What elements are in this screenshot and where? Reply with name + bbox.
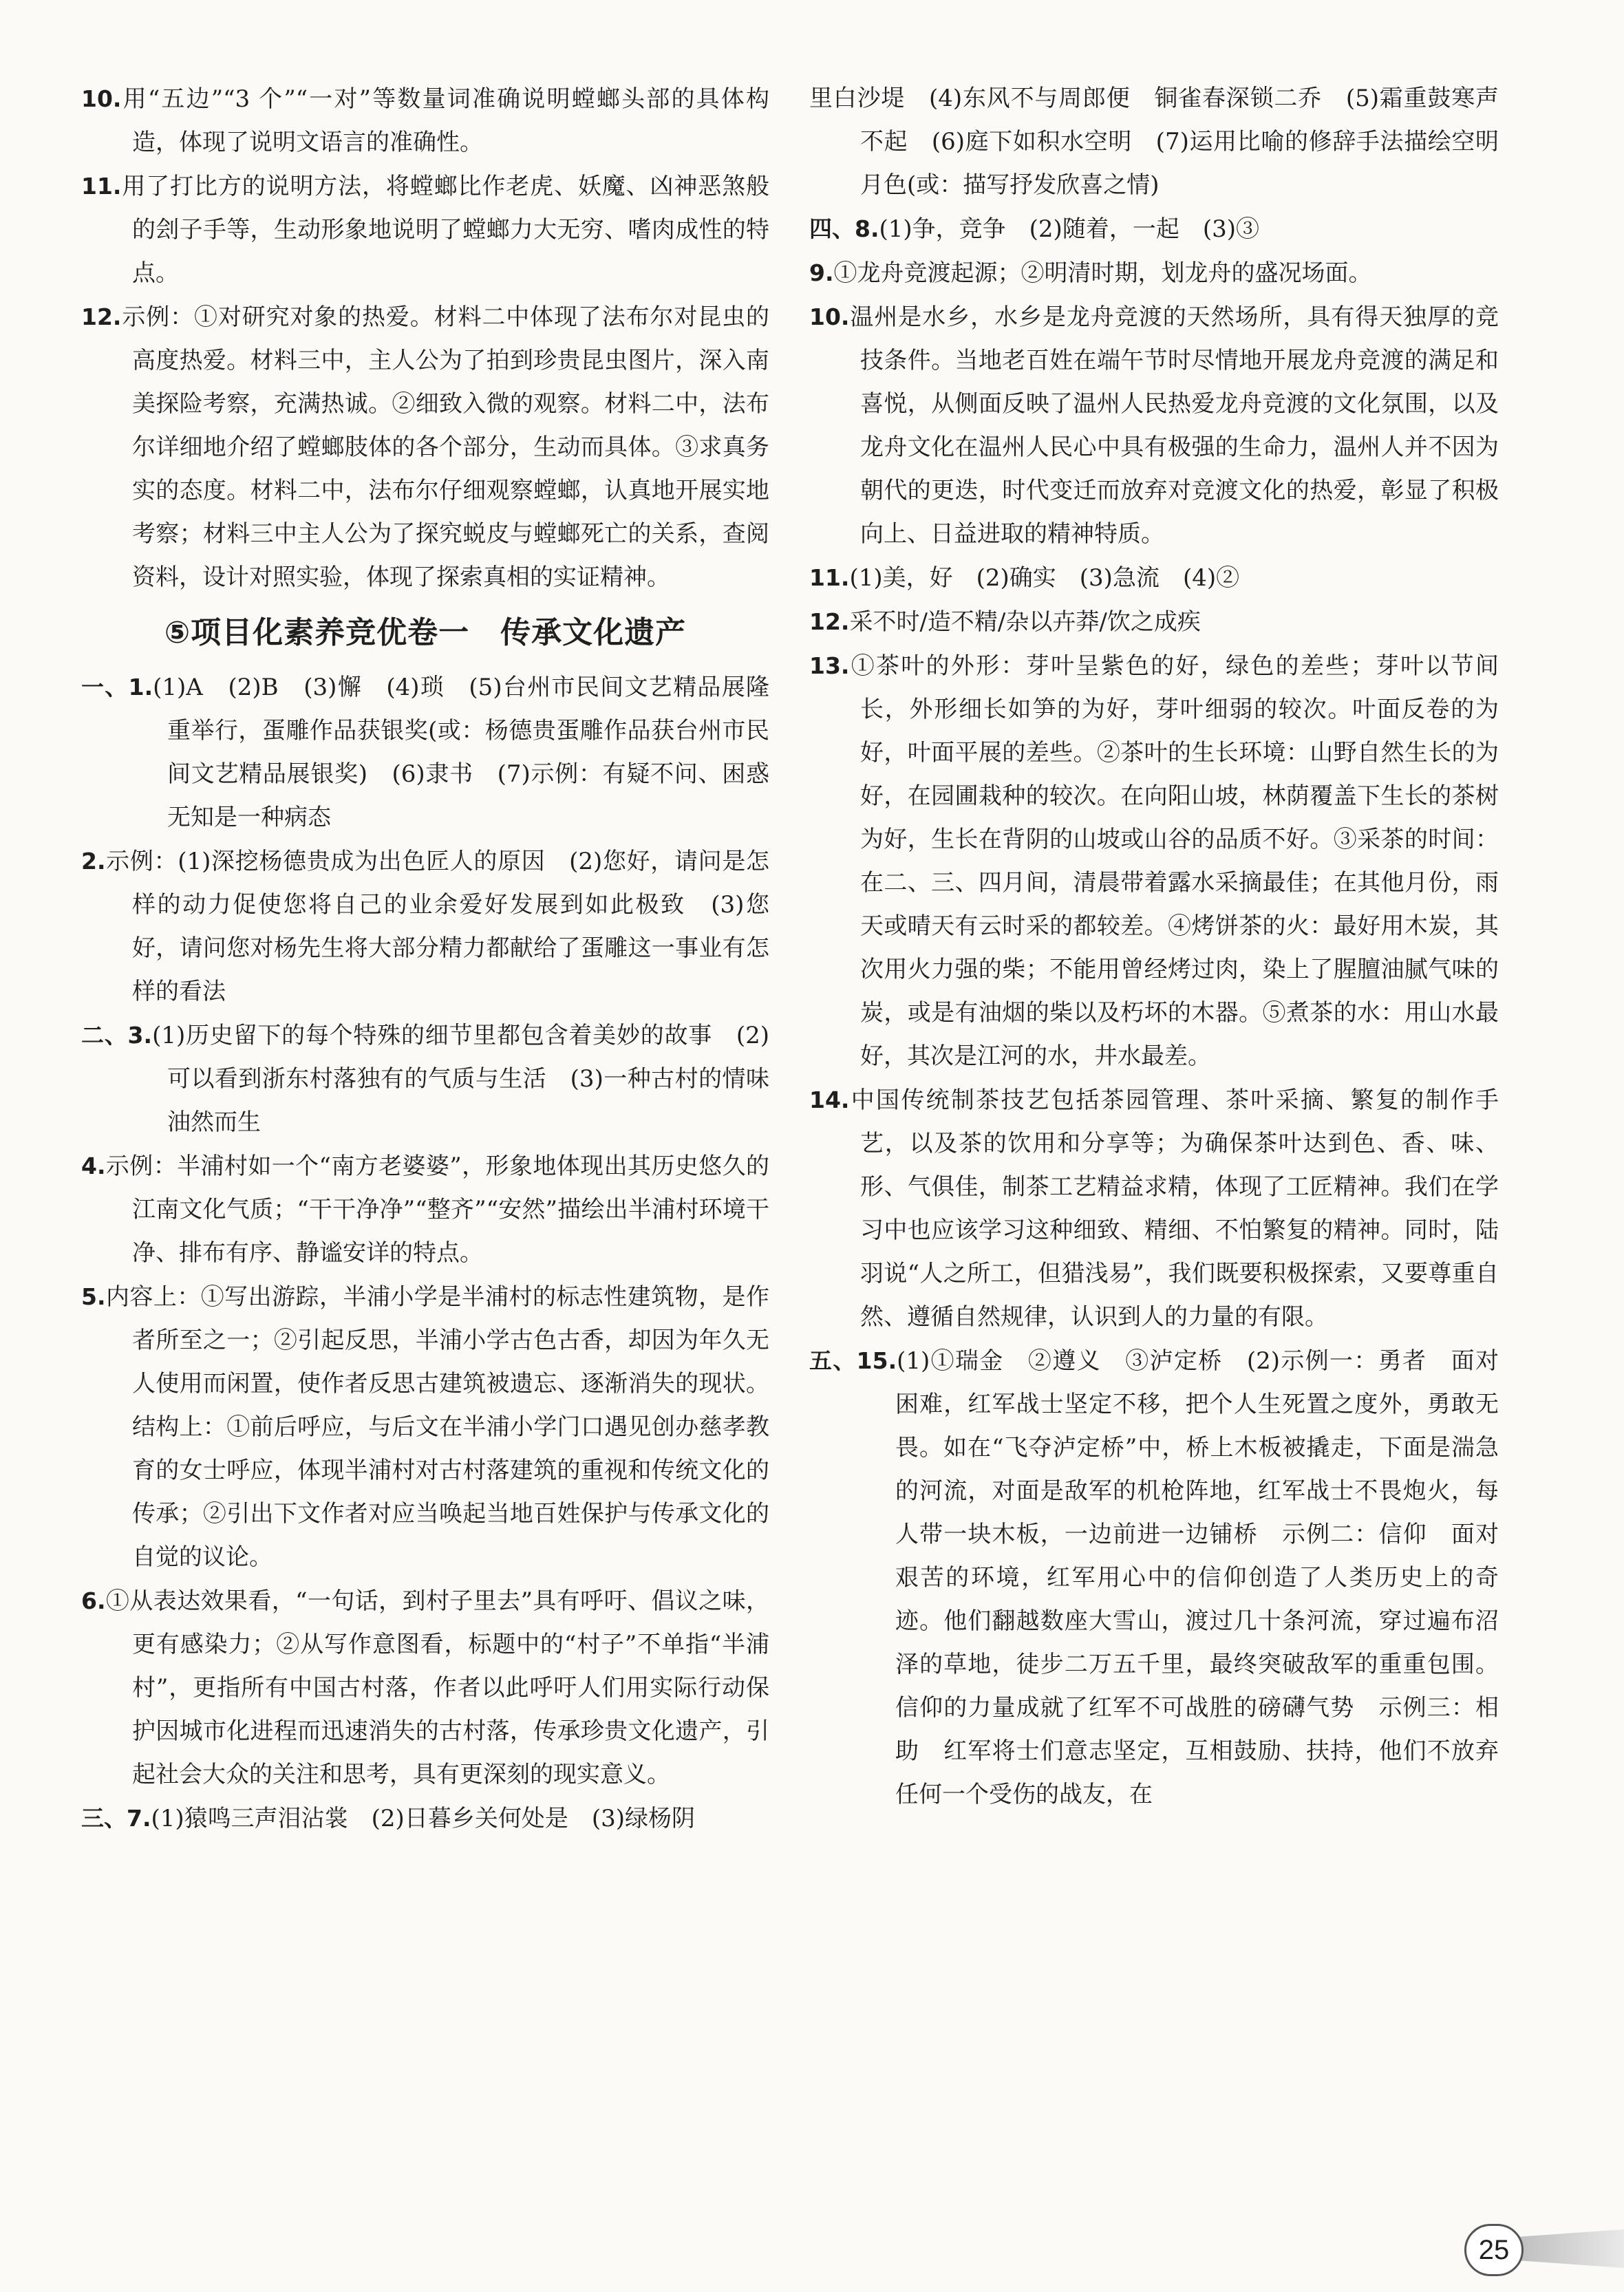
answer-2-5: 5.内容上：①写出游踪，半浦小学是半浦村的标志性建筑物，是作者所至之一；②引起反思，半浦小学古色古香，却因为年久无人使用而闲置，使作者反思古建筑被遗忘、逐渐消失的现状。结构上：①前后呼应，与后文在半浦小学门口遇见创办慈孝教育的女士呼应，体现半浦村对古村落建筑的重视和传统文化的传承；②引出下文作者对应当唤起当地百姓保护与传承文化的自觉的议论。 bbox=[81, 1283, 769, 1571]
answer-4-11: 11.(1)美，好 (2)确实 (3)急流 (4)② bbox=[809, 564, 1240, 592]
answer-3-7: 三、7.(1)猿鸣三声泪沾裳 (2)日暮乡关何处是 (3)绿杨阴 bbox=[81, 1805, 695, 1832]
right-column bbox=[809, 77, 1499, 1817]
answer-2-3: 二、3.(1)历史留下的每个特殊的细节里都包含着美妙的故事 (2)可以看到浙东村落独有的气质与生活 (3)一种古村的情味油然而生 bbox=[81, 1022, 770, 1136]
left-column bbox=[81, 77, 769, 1841]
answer-2-6: 6.①从表达效果看，“一句话，到村子里去”具有呼吁、倡议之味，更有感染力；②从写作意图看，标题中的“村子”不单指“半浦村”，更指所有中国古村落，作者以此呼吁人们用实际行动保护因城市化进程而迅速消失的古村落，传承珍贵文化遗产，引起社会大众的关注和思考，具有更深刻的现实意义。 bbox=[81, 1587, 769, 1788]
answer-10: 10.用“五边”“3 个”“一对”等数量词准确说明螳螂头部的具体构造，体现了说明文语言的准确性。 bbox=[81, 85, 769, 156]
answer-4-9: 9.①龙舟竞渡起源；②明清时期，划龙舟的盛况场面。 bbox=[809, 259, 1372, 287]
section-heading: ⑤项目化素养竞优卷一 传承文化遗产 bbox=[164, 615, 687, 650]
answer-12: 12.示例：①对研究对象的热爱。材料二中体现了法布尔对昆虫的高度热爱。材料三中，主人公为了拍到珍贵昆虫图片，深入南美探险考察，充满热诚。②细致入微的观察。材料二中，法布尔详细地介绍了螳螂肢体的各个部分，生动而具体。③求真务实的态度。材料二中，法布尔仔细观察螳螂，认真地开展实地考察；材料三中主人公为了探究蜕皮与螳螂死亡的关系，查阅资料，设计对照实验，体现了探索真相的实证精神。 bbox=[81, 303, 769, 591]
answer-4-12: 12.采不时/造不精/杂以卉莽/饮之成疾 bbox=[809, 608, 1201, 636]
answer-11: 11.用了打比方的说明方法，将螳螂比作老虎、妖魔、凶神恶煞般的刽子手等，生动形象地说明了螳螂力大无穷、嗜肉成性的特点。 bbox=[81, 173, 769, 287]
answer-7-cont: 里白沙堤 (4)东风不与周郎便 铜雀春深锁二乔 (5)霜重鼓寒声不起 (6)庭下如积水空明 (7)运用比喻的修辞手法描绘空明月色(或：描写抒发欣喜之情) bbox=[809, 85, 1499, 199]
answer-4-10: 10.温州是水乡，水乡是龙舟竞渡的天然场所，具有得天独厚的竞技条件。当地老百姓在端午节时尽情地开展龙舟竞渡的满足和喜悦，从侧面反映了温州人民热爱龙舟竞渡的文化氛围，以及龙舟文化在温州人民心中具有极强的生命力，温州人并不因为朝代的更迭，时代变迁而放弃对竞渡文化的热爱，彰显了积极向上、日益进取的精神特质。 bbox=[809, 303, 1499, 548]
answer-4-13: 13.①茶叶的外形：芽叶呈紫色的好，绿色的差些；芽叶以节间长，外形细长如笋的为好，芽叶细弱的较次。叶面反卷的为好，叶面平展的差些。②茶叶的生长环境：山野自然生长的为好，在园圃栽种的较次。在向阳山坡，林荫覆盖下生长的茶树为好，生长在背阴的山坡或山谷的品质不好。③采茶的时间：在二、三、四月间，清晨带着露水采摘最佳；在其他月份，雨天或晴天有云时采的都较差。④烤饼茶的火：最好用木炭，其次用火力强的柴；不能用曾经烤过肉，染上了腥膻油腻气味的炭，或是有油烟的柴以及朽坏的木器。⑤煮茶的水：用山水最好，其次是江河的水，井水最差。 bbox=[809, 652, 1499, 1070]
answer-4-8: 四、8.(1)争，竞争 (2)随着，一起 (3)③ bbox=[809, 215, 1259, 243]
answer-5-15: 五、15.(1)①瑞金 ②遵义 ③泸定桥 (2)示例一：勇者 面对困难，红军战士坚定不移，把个人生死置之度外，勇敢无畏。如在“飞夺泸定桥”中，桥上木板被撬走，下面是湍急的河流，对面是敌军的机枪阵地，红军战士不畏炮火，每人带一块木板，一边前进一边铺桥 示例二：信仰 面对艰苦的环境，红军用心中的信仰创造了人类历史上的奇迹。他们翻越数座大雪山，渡过几十条河流，穿过遍布沼泽的草地，徒步二万五千里，最终突破敌军的重重包围。信仰的力量成就了红军不可战胜的磅礴气势 示例三：相助 红军将士们意志坚定，互相鼓励、扶持，他们不放弃任何一个受伤的战友，在 bbox=[809, 1347, 1499, 1808]
answer-1-2: 2.示例：(1)深挖杨德贵成为出色匠人的原因 (2)您好，请问是怎样的动力促使您将自己的业余爱好发展到如此极致 (3)您好，请问您对杨先生将大部分精力都献给了蛋雕这一事业有怎样的看法 bbox=[81, 848, 769, 1005]
answer-2-4: 4.示例：半浦村如一个“南方老婆婆”，形象地体现出其历史悠久的江南文化气质；“干干净净”“整齐”“安然”描绘出半浦村环境干净、排布有序、静谧安详的特点。 bbox=[81, 1153, 769, 1267]
answer-1-1: 一、1.(1)A (2)B (3)懈 (4)琐 (5)台州市民间文艺精品展隆重举行，蛋雕作品获银奖(或：杨德贵蛋雕作品获台州市民间文艺精品展银奖) (6)隶书 (7)示例：有疑不问、困惑无知是一种病态 bbox=[81, 674, 770, 831]
answer-4-14: 14.中国传统制茶技艺包括茶园管理、茶叶采摘、繁复的制作手艺，以及茶的饮用和分享等；为确保茶叶达到色、香、味、形、气俱佳，制茶工艺精益求精，体现了工匠精神。我们在学习中也应该学习这种细致、精细、不怕繁复的精神。同时，陆羽说“人之所工，但猎浅易”，我们既要积极探索，又要尊重自然、遵循自然规律，认识到人的力量的有限。 bbox=[809, 1086, 1499, 1331]
page-number: 25 bbox=[1464, 2224, 1524, 2276]
page-corner-tab bbox=[1514, 2229, 1624, 2268]
